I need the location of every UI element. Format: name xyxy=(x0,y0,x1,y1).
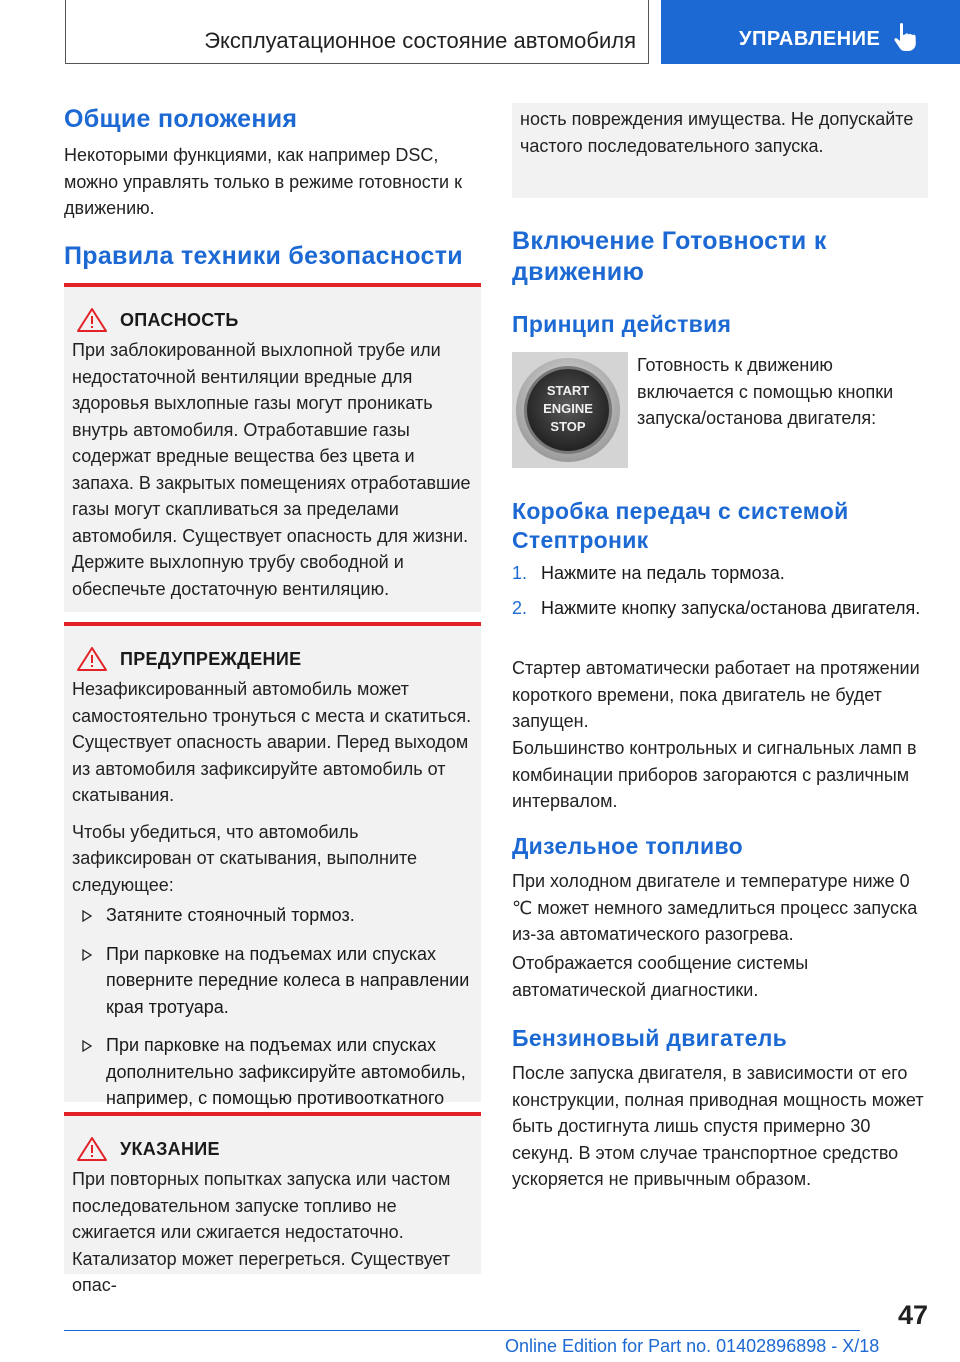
notice-continuation-box xyxy=(512,103,928,198)
general-text: Некоторыми функциями, как например DSC, можно управлять только в режиме готовности к движению. xyxy=(64,145,462,218)
warning-text-1: Незафиксированный автомобиль может самостоятельно тронуться с места и скатиться. Существует опасность аварии. Перед выходом из автомобиля зафиксируйте автомобиль от скатывания. xyxy=(72,679,472,805)
step-text: Нажмите кнопку запуска/останова двигателя. xyxy=(541,597,921,618)
notice-title: УКАЗАНИЕ xyxy=(120,1138,220,1159)
list-item: При парковке на подъемах или спусках дополнительно зафиксируйте автомобиль, например, с помощью противооткатного xyxy=(72,1032,473,1138)
diesel-heading: Дизельное топливо xyxy=(512,833,743,859)
warning-title: ПРЕДУПРЕЖДЕНИЕ xyxy=(120,648,302,669)
bullet-triangle-icon xyxy=(82,949,92,961)
warning-text-2: Чтобы убедиться, что автомобиль зафиксирован от скатывания, выполните следующее: xyxy=(72,821,418,895)
page-number: 47 xyxy=(897,1300,928,1330)
petrol-heading: Бензиновый двигатель xyxy=(512,1025,788,1051)
section-tab[interactable] xyxy=(661,0,960,64)
button-label-engine: ENGINE xyxy=(543,401,593,416)
warning-callout xyxy=(64,622,481,1108)
warning-triangle-icon xyxy=(76,646,108,672)
danger-callout xyxy=(64,283,481,612)
petrol-text: После запуска двигателя, в зависимости от его конструкции, полная приводная мощность может быть достигнута лишь спустя примерно 30 секунд. В этом случае транспортное средство ускоряется не привычным образом. xyxy=(512,1063,924,1189)
bullet-triangle-icon xyxy=(82,1040,92,1052)
lamps-text: Большинство контрольных и сигнальных ламп в комбинации приборов загораются с различным интервалом. xyxy=(512,738,917,811)
starter-text: Стартер автоматически работает на протяжении короткого времени, пока двигатель не будет запущен. xyxy=(512,658,920,731)
footer-divider xyxy=(64,1330,860,1331)
bullet-triangle-icon xyxy=(82,910,92,922)
notice-continuation-text: ность повреждения имущества. Не допускайте частого последовательного запуска. xyxy=(520,109,914,156)
notice-text: При повторных попытках запуска или частом последовательном запуске топливо не сжигается или сжигается недостаточно. Катализатор может перегреться. Существует опас- xyxy=(72,1169,451,1295)
warning-bullet-list xyxy=(72,902,473,1138)
hand-pointer-icon xyxy=(893,22,919,52)
diesel-text-2: Отображается сообщение системы автоматической диагностики. xyxy=(512,953,809,1000)
general-heading: Общие положения xyxy=(64,105,298,133)
step-number: 1. xyxy=(512,563,528,583)
button-label-start: START xyxy=(546,383,590,398)
list-item: Затяните стояночный тормоз. xyxy=(72,902,473,929)
danger-title: ОПАСНОСТЬ xyxy=(120,309,239,330)
danger-text: При заблокированной выхлопной трубе или недостаточной вентиляции вредные для здоровья выхлопные газы могут проникать внутрь автомобиля. Отработавшие газы содержат вредные вещества без цвета и запаха. В закрытых помещениях отработавшие газы могут скапливаться за пределами автомобиля. Существует опасность для жизни. Держите выхлопную трубу свободной и обеспечьте достаточную вентиляцию. xyxy=(72,340,471,599)
principle-heading: Принцип действия xyxy=(512,311,732,337)
list-item xyxy=(512,560,928,587)
principle-text: Готовность к движению включается с помощью кнопки запуска/останова двигателя: xyxy=(637,355,894,428)
list-item: При парковке на подъемах или спусках поверните передние колеса в направлении края тротуара. xyxy=(72,941,473,1021)
section-tab-label: УПРАВЛЕНИЕ xyxy=(739,28,881,50)
step-text: Нажмите на педаль тормоза. xyxy=(541,563,785,583)
button-label-stop: STOP xyxy=(550,419,586,434)
ready-heading: Включение Готовности к движению xyxy=(512,227,827,286)
diesel-text-1: При холодном двигателе и температуре ниже 0 ℃ может немного замедлиться процесс запуска из-за автоматического разогрева. xyxy=(512,871,918,944)
header-chapter-box xyxy=(65,0,649,64)
steps-list xyxy=(512,560,928,629)
warning-triangle-icon xyxy=(76,1136,108,1162)
notice-callout xyxy=(64,1112,481,1295)
footer-edition: Online Edition for Part no. 01402896898 - X/18 xyxy=(505,1336,880,1356)
list-item xyxy=(512,595,928,622)
warning-triangle-icon xyxy=(76,307,108,333)
chapter-title: Эксплуатационное состояние автомобиля xyxy=(204,28,636,53)
step-number: 2. xyxy=(512,597,528,618)
start-engine-stop-button-photo xyxy=(512,352,628,468)
safety-heading: Правила техники безопасности xyxy=(64,242,463,270)
steptronic-heading: Коробка передач с системой Стептроник xyxy=(512,498,849,553)
